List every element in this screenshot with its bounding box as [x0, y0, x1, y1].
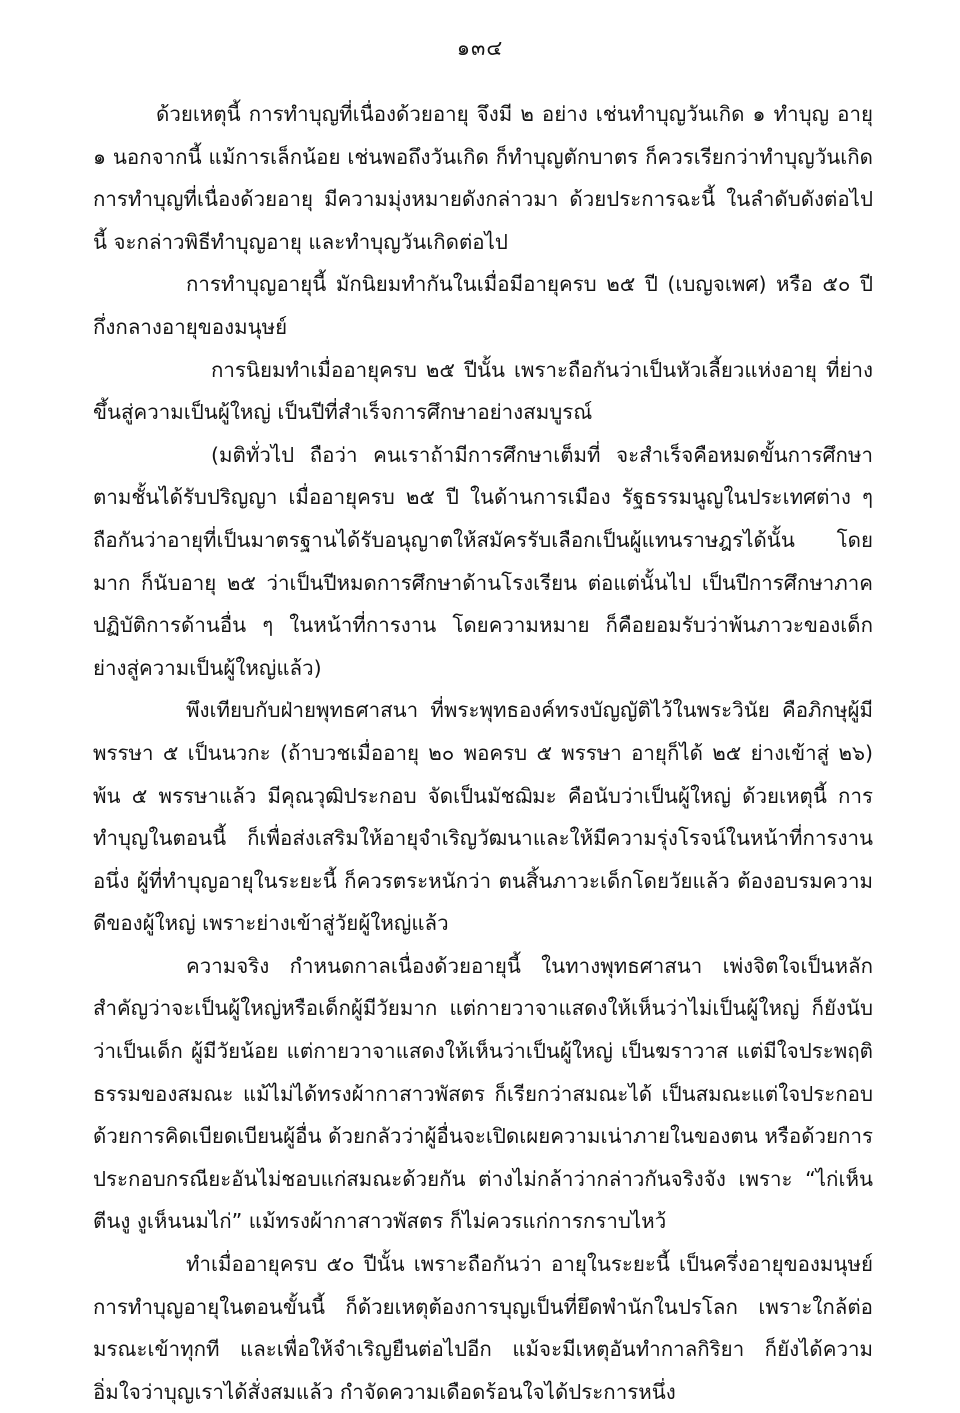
paragraph-5: พึงเทียบกับฝ่ายพุทธศาสนา ที่พระพุทธองค์ทรงบัญญัติไว้ในพระวินัย คือภิกษุผู้มีพรรษา ๕ เป็นนวกะ (ถ้าบวชเมื่ออายุ ๒๐ พอครบ ๕ พรรษา อายุก็ได้ ๒๕ ย่างเข้าสู่ ๒๖) พ้น ๕ พรรษาแล้ว มีคุณวุฒิประกอบ จัดเป็นมัชฌิมะ คือนับว่าเป็นผู้ใหญ่ ด้วยเหตุนี้ การทำบุญในตอนนี้ ก็เพื่อส่งเสริมให้อายุจำเริญวัฒนาและให้มีความรุ่งโรจน์ในหน้าที่การงาน อนึ่ง ผู้ที่ทำบุญอายุในระยะนี้ ก็ควรตระหนักว่า ตนสิ้นภาวะเด็กโดยวัยแล้ว ต้องอบรมความดีของผู้ใหญ่ เพราะย่างเข้าสู่วัยผู้ใหญ่แล้ว [93, 698, 873, 936]
paragraph-4: (มติทั่วไป ถือว่า คนเราถ้ามีการศึกษาเต็มที่ จะสำเร็จคือหมดขั้นการศึกษาตามชั้นได้รับปริญญา เมื่ออายุครบ ๒๕ ปี ในด้านการเมือง รัฐธรรมนูญในประเทศต่าง ๆ ถือกันว่าอายุที่เป็นมาตรฐานได้รับอนุญาตให้สมัครรับเลือกเป็นผู้แทนราษฎรได้นั้น โดยมาก ก็นับอายุ ๒๕ ว่าเป็นปีหมดการศึกษาด้านโรงเรียน ต่อแต่นั้นไป เป็นปีการศึกษาภาคปฏิบัติการด้านอื่น ๆ ในหน้าที่การงาน โดยความหมาย ก็คือยอมรับว่าพ้นภาวะของเด็ก ย่างสู่ความเป็นผู้ใหญ่แล้ว) [93, 442, 873, 680]
body-text [93, 93, 873, 1413]
page-number: ๑๓๔ [456, 36, 504, 60]
paragraph-6: ความจริง กำหนดกาลเนื่องด้วยอายุนี้ ในทางพุทธศาสนา เพ่งจิตใจเป็นหลักสำคัญว่าจะเป็นผู้ใหญ่หรือเด็กผู้มีวัยมาก แต่กายวาจาแสดงให้เห็นว่าไม่เป็นผู้ใหญ่ ก็ยังนับว่าเป็นเด็ก ผู้มีวัยน้อย แต่กายวาจาแสดงให้เห็นว่าเป็นผู้ใหญ่ เป็นฆราวาส แต่มีใจประพฤติธรรมของสมณะ แม้ไม่ได้ทรงผ้ากาสาวพัสตร ก็เรียกว่าสมณะได้ เป็นสมณะแต่ใจประกอบด้วยการคิดเบียดเบียนผู้อื่น ด้วยกลัวว่าผู้อื่นจะเปิดเผยความเน่าภายในของตน หรือด้วยการประกอบกรณียะอันไม่ชอบแก่สมณะด้วยกัน ต่างไม่กล้าว่ากล่าวกันจริงจัง เพราะ “ไก่เห็นตีนงู งูเห็นนมไก่” แม้ทรงผ้ากาสาวพัสตร ก็ไม่ควรแก่การกราบไหว้ [93, 953, 873, 1234]
paragraph-7: ทำเมื่ออายุครบ ๕๐ ปีนั้น เพราะถือกันว่า อายุในระยะนี้ เป็นครึ่งอายุของมนุษย์ การทำบุญอายุในตอนขั้นนี้ ก็ด้วยเหตุต้องการบุญเป็นที่ยึดพำนักในปรโลก เพราะใกล้ต่อมรณะเข้าทุกที และเพื่อให้จำเริญยืนต่อไปอีก แม้จะมีเหตุอันทำกาลกิริยา ก็ยังได้ความอิ่มใจว่าบุญเราได้สั่งสมแล้ว กำจัดความเดือดร้อนใจได้ประการหนึ่ง [93, 1252, 873, 1404]
paragraph-3: การนิยมทำเมื่ออายุครบ ๒๕ ปีนั้น เพราะถือกันว่าเป็นหัวเลี้ยวแห่งอายุ ที่ย่างขึ้นสู่ความเป็นผู้ใหญ่ เป็นปีที่สำเร็จการศึกษาอย่างสมบูรณ์ [93, 357, 873, 425]
paragraph-2: การทำบุญอายุนี้ มักนิยมทำกันในเมื่อมีอายุครบ ๒๕ ปี (เบญจเพศ) หรือ ๕๐ ปี กึ่งกลางอายุของมนุษย์ [93, 272, 873, 339]
paragraph-1: ด้วยเหตุนี้ การทำบุญที่เนื่องด้วยอายุ จึงมี ๒ อย่าง เช่นทำบุญวันเกิด ๑ ทำบุญ อายุ ๑ นอกจากนี้ แม้การเล็กน้อย เช่นพอถึงวันเกิด ก็ทำบุญตักบาตร ก็ควรเรียกว่าทำบุญวันเกิด การทำบุญที่เนื่องด้วยอายุ มีความมุ่งหมายดังกล่าวมา ด้วยประการฉะนี้ ในลำดับดังต่อไปนี้ จะกล่าวพิธีทำบุญอายุ และทำบุญวันเกิดต่อไป [93, 102, 873, 254]
